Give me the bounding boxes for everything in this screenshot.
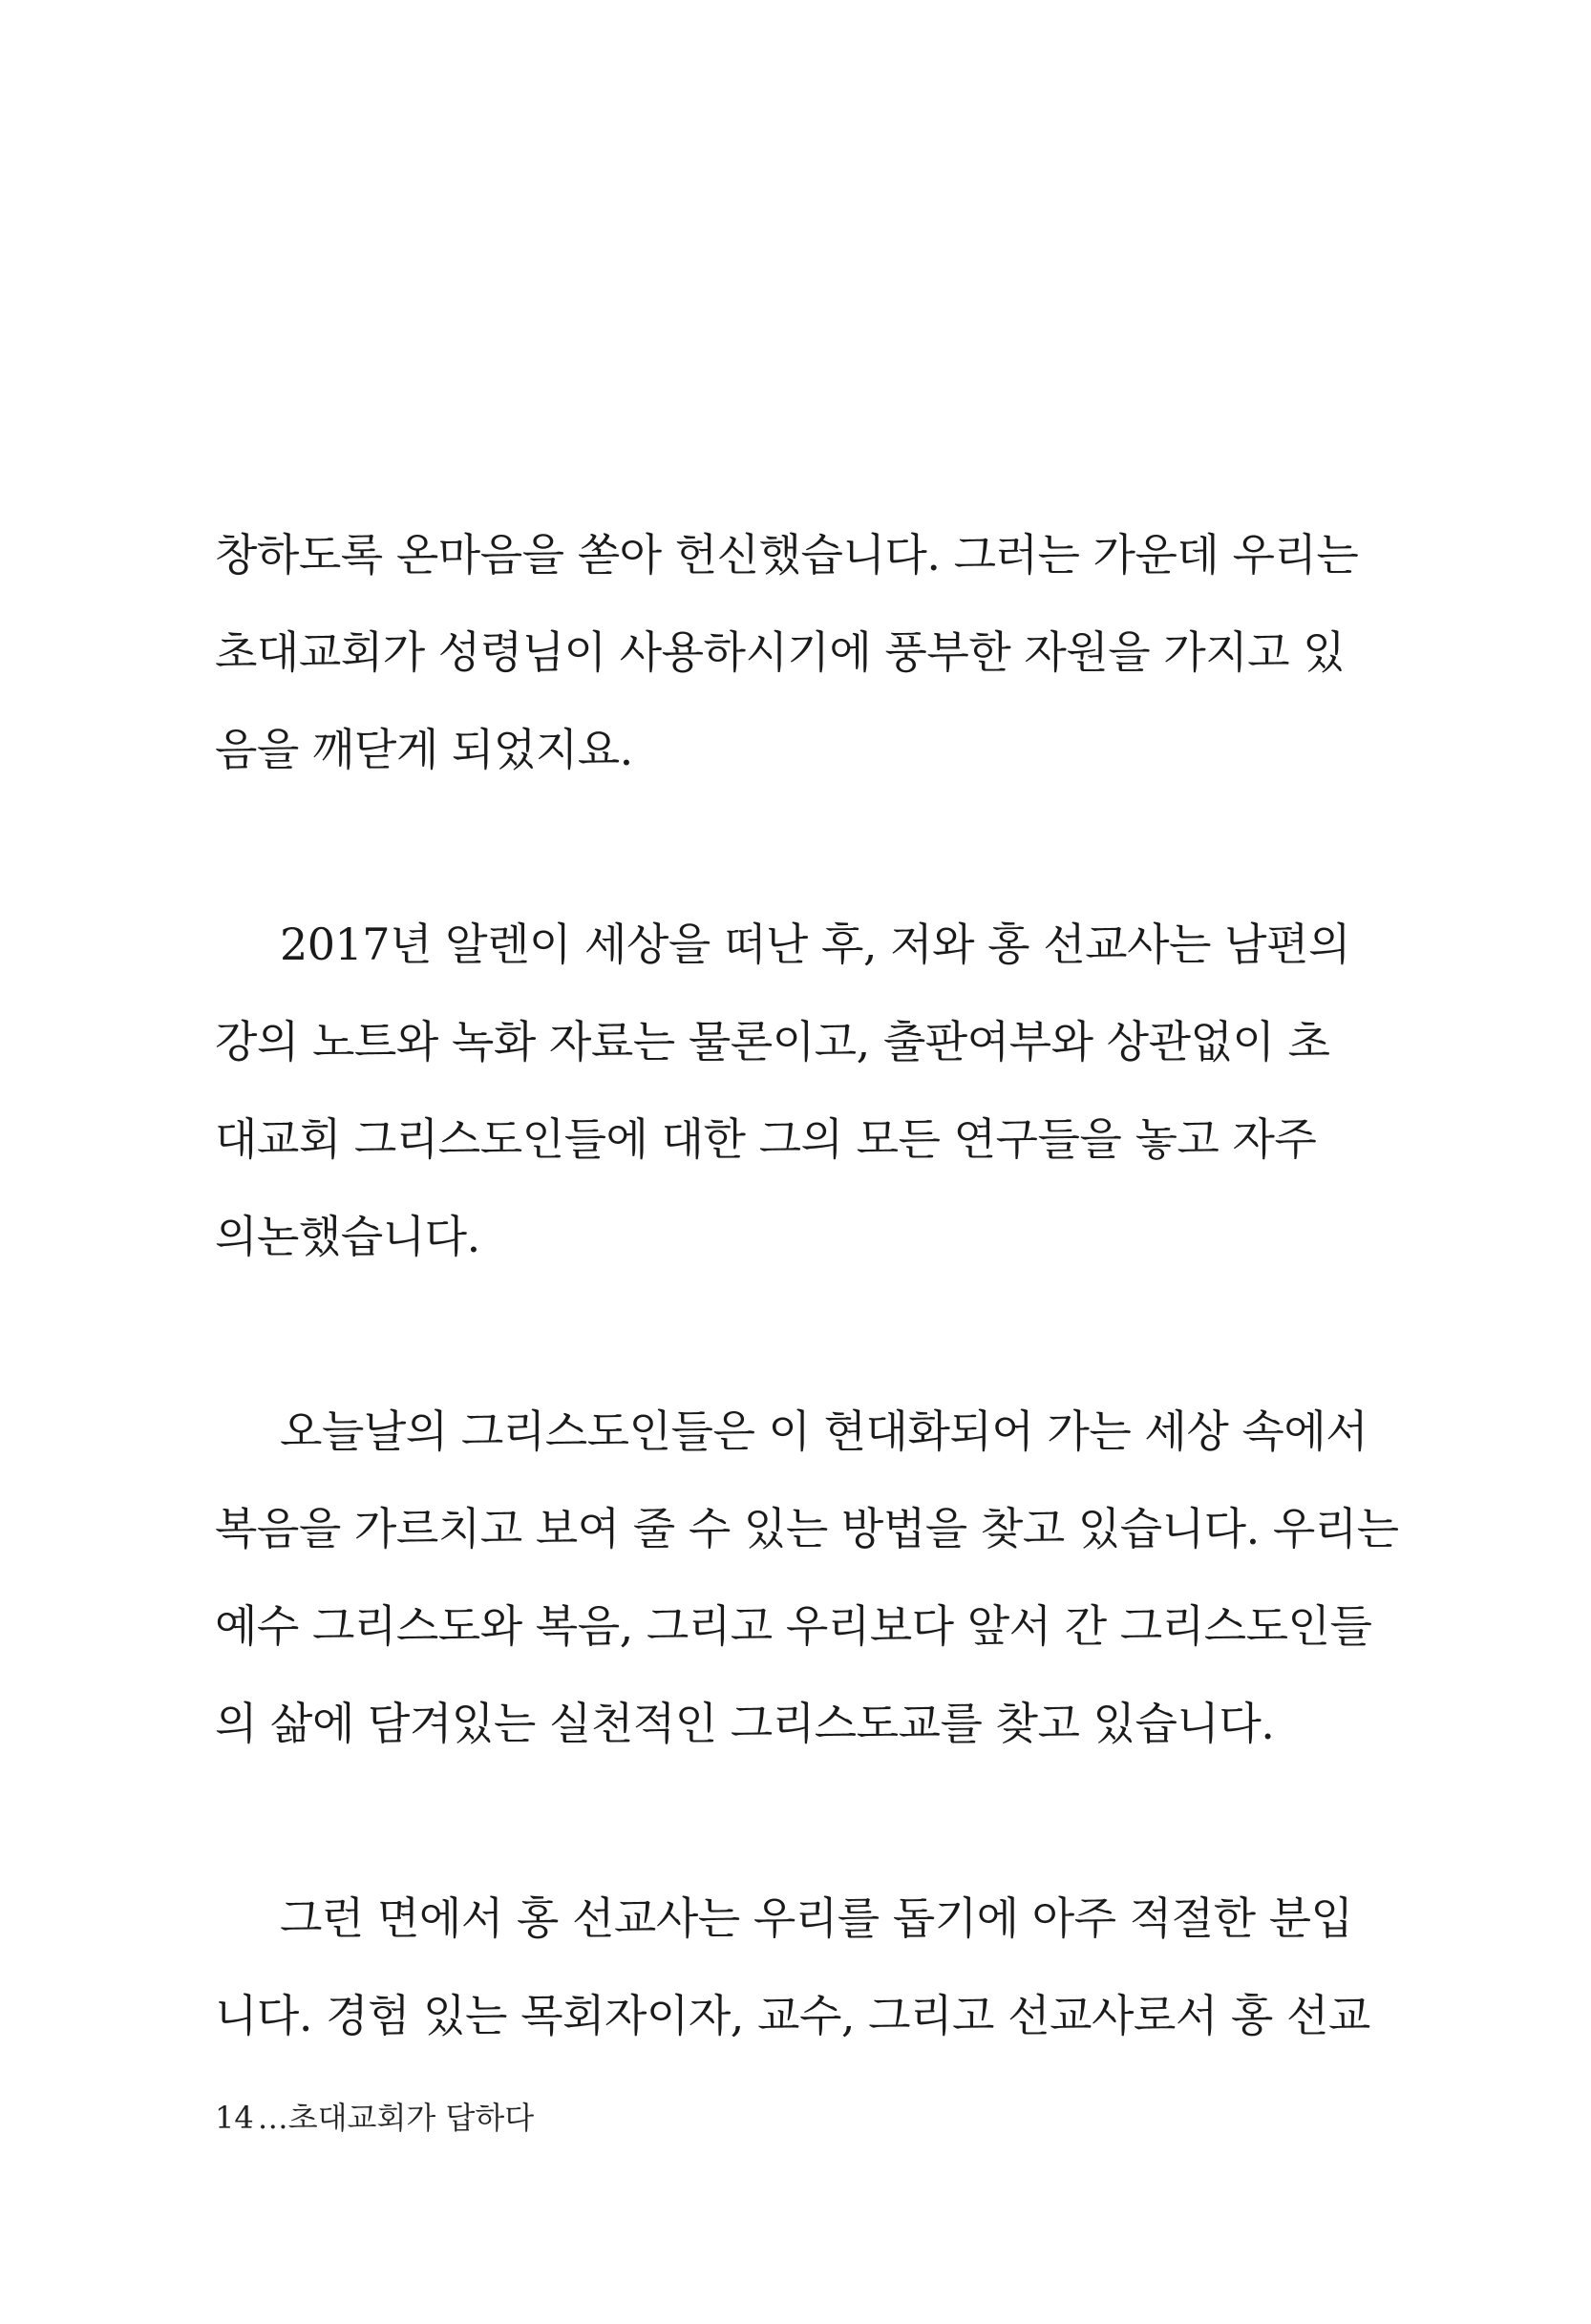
text-line: 의 삶에 담겨있는 실천적인 그리스도교를 찾고 있습니다. [215, 1698, 1275, 1749]
paragraph [215, 1870, 1370, 2064]
text-line: 의논했습니다. [215, 1211, 480, 1262]
footer-separator: … [257, 2100, 288, 2136]
text-line: 음을 깨닫게 되었지요. [215, 724, 633, 775]
text-line: 그런 면에서 홍 선교사는 우리를 돕기에 아주 적절한 분입 [280, 1892, 1353, 1944]
text-line: 대교회 그리스도인들에 대한 그의 모든 연구들을 놓고 자주 [215, 1113, 1317, 1165]
text-line: 강의 노트와 녹화 자료는 물론이고, 출판여부와 상관없이 초 [215, 1016, 1330, 1067]
paragraph [215, 506, 1359, 798]
paragraph [215, 1383, 1399, 1772]
running-title: 초대교회가 답하다 [287, 2100, 535, 2136]
text-line: 예수 그리스도와 복음, 그리고 우리보다 앞서 간 그리스도인들 [215, 1600, 1372, 1652]
page-footer [215, 2099, 534, 2137]
paragraph [215, 896, 1350, 1285]
text-line: 니다. 경험 있는 목회자이자, 교수, 그리고 선교사로서 홍 선교 [215, 1990, 1370, 2041]
page-number: 14 [215, 2100, 254, 2136]
text-line: 복음을 가르치고 보여 줄 수 있는 방법을 찾고 있습니다. 우리는 [215, 1503, 1399, 1554]
text-line: 초대교회가 성령님이 사용하시기에 풍부한 자원을 가지고 있 [215, 626, 1346, 678]
body-text [215, 506, 1399, 2162]
text-line: 2017년 알렌이 세상을 떠난 후, 저와 홍 선교사는 남편의 [280, 919, 1350, 970]
text-line: 창하도록 온마음을 쏟아 헌신했습니다. 그러는 가운데 우리는 [215, 529, 1359, 581]
text-line: 오늘날의 그리스도인들은 이 현대화되어 가는 세상 속에서 [280, 1405, 1368, 1457]
